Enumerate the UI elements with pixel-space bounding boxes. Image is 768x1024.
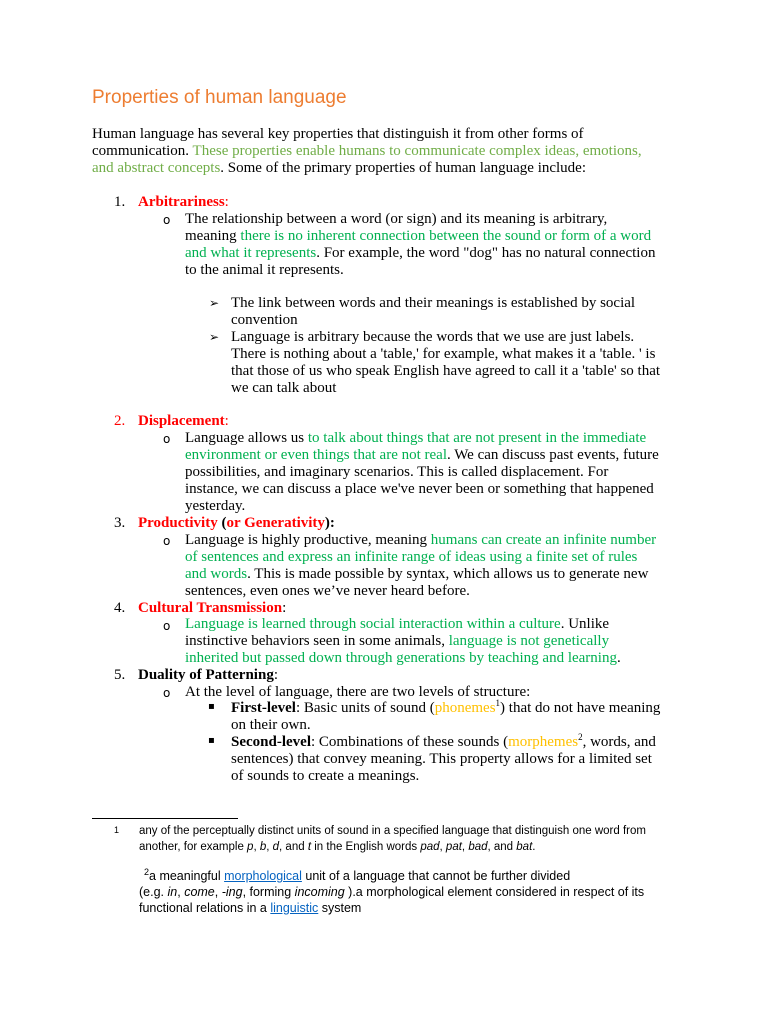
cultural-text-1: Language is learned through social interaction within a culture. Unlike bbox=[185, 616, 610, 632]
list-number-2: 2. bbox=[114, 413, 126, 429]
arbitrariness-text-3: and what it represents. For example, the word "dog" has no natural connection bbox=[185, 245, 656, 261]
page-title: Properties of human language bbox=[92, 87, 347, 108]
duality-second-level-3: of sounds to create a meanings. bbox=[231, 768, 420, 784]
duality-second-level-2: sentences) that convey meaning. This property allows for a limited set bbox=[231, 751, 652, 767]
arbitrariness-text-2: meaning there is no inherent connection between the sound or form of a word bbox=[185, 228, 652, 244]
arbitrariness-sub-2a: Language is arbitrary because the words that we use are just labels. bbox=[231, 329, 635, 345]
arbitrariness-sub-2c: that those of us who speak English have agreed to call it a 'table' so that bbox=[231, 363, 661, 379]
linguistic-link[interactable]: linguistic bbox=[270, 901, 319, 915]
displacement-text-1: Language allows us to talk about things that are not present in the immediate bbox=[185, 430, 647, 446]
arrow-bullet-icon: ➢ bbox=[209, 296, 220, 310]
displacement-text-2: environment or even things that are not real. We can discuss past events, future bbox=[185, 447, 659, 463]
displacement-text-3: possibilities, and imaginary scenarios. This is called displacement. For bbox=[185, 464, 609, 480]
heading-cultural-transmission: Cultural Transmission: bbox=[138, 600, 287, 616]
list-number-5: 5. bbox=[114, 667, 126, 683]
morphological-link[interactable]: morphological bbox=[224, 869, 302, 883]
cultural-text-3: inherited but passed down through generations by teaching and learning. bbox=[185, 650, 621, 666]
square-bullet-icon: ▪ bbox=[208, 701, 215, 712]
arrow-bullet-icon: ➢ bbox=[209, 330, 220, 344]
arbitrariness-sub-2b: There is nothing about a 'table,' for example, what makes it a 'table. ' is bbox=[231, 346, 656, 362]
duality-first-level-2: on their own. bbox=[231, 717, 311, 733]
duality-first-level: First-level: Basic units of sound (phonemes$^1$) that do not have meaning bbox=[231, 698, 661, 716]
cultural-text-2: instinctive behaviors seen in some animals, language is not genetically bbox=[185, 633, 610, 649]
productivity-text-2: of sentences and express an infinite range of ideas using a finite set of rules bbox=[185, 549, 638, 565]
intro-line-1: Human language has several key properties that distinguish it from other forms of bbox=[92, 126, 584, 142]
heading-duality: Duality of Patterning: bbox=[138, 667, 278, 683]
displacement-text-4: instance, we can discuss a place we've never been or something that happened bbox=[185, 481, 654, 497]
productivity-text-4: sentences, even ones we’ve never heard before. bbox=[185, 583, 470, 599]
intro-line-2: communication. These properties enable humans to communicate complex ideas, emotions, bbox=[92, 143, 642, 159]
list-number-3: 3. bbox=[114, 515, 126, 531]
circle-bullet-icon: o bbox=[163, 619, 171, 633]
heading-displacement: Displacement: bbox=[138, 413, 229, 429]
circle-bullet-icon: o bbox=[163, 213, 171, 227]
productivity-text-1: Language is highly productive, meaning humans can create an infinite number bbox=[185, 532, 657, 548]
footnote-1-line-2: another, for example p, b, d, and t in the English words pad, pat, bad, and bat. bbox=[139, 841, 536, 853]
duality-second-level: Second-level: Combinations of these sounds (morphemes$^2$, words, and bbox=[231, 732, 656, 750]
list-number-1: 1. bbox=[114, 194, 126, 210]
arbitrariness-text-1: The relationship between a word (or sign) and its meaning is arbitrary, bbox=[185, 211, 608, 227]
arbitrariness-text-4: to the animal it represents. bbox=[185, 262, 344, 278]
circle-bullet-icon: o bbox=[163, 432, 171, 446]
list-number-4: 4. bbox=[114, 600, 126, 616]
circle-bullet-icon: o bbox=[163, 686, 171, 700]
arbitrariness-sub-1b: convention bbox=[231, 312, 298, 328]
heading-productivity: Productivity (or Generativity): bbox=[138, 515, 335, 531]
footnote-2-line-2: (e.g. in, come, -ing, forming incoming ).a morphological element considered in respect of its bbox=[139, 885, 645, 899]
circle-bullet-icon: o bbox=[163, 534, 171, 548]
footnote-2-line-3: functional relations in a linguistic system bbox=[139, 901, 362, 915]
arbitrariness-sub-1a: The link between words and their meanings is established by social bbox=[231, 295, 636, 311]
footnote-separator bbox=[92, 818, 238, 819]
arbitrariness-sub-2d: we can talk about bbox=[231, 380, 337, 396]
productivity-text-3: and words. This is made possible by syntax, which allows us to generate new bbox=[185, 566, 649, 582]
displacement-text-5: yesterday. bbox=[185, 498, 246, 514]
intro-line-3: and abstract concepts. Some of the primary properties of human language include: bbox=[92, 160, 587, 176]
square-bullet-icon: ▪ bbox=[208, 735, 215, 746]
footnote-1-mark: 1 bbox=[114, 825, 120, 835]
footnote-2-line-1: $^2$a meaningful morphological unit of a language that cannot be further divided bbox=[144, 866, 571, 883]
heading-arbitrariness: Arbitrariness: bbox=[138, 194, 229, 210]
footnote-1-line-1: any of the perceptually distinct units of sound in a specified language that distinguish one word from bbox=[139, 825, 646, 837]
duality-text-1: At the level of language, there are two levels of structure: bbox=[185, 684, 531, 700]
